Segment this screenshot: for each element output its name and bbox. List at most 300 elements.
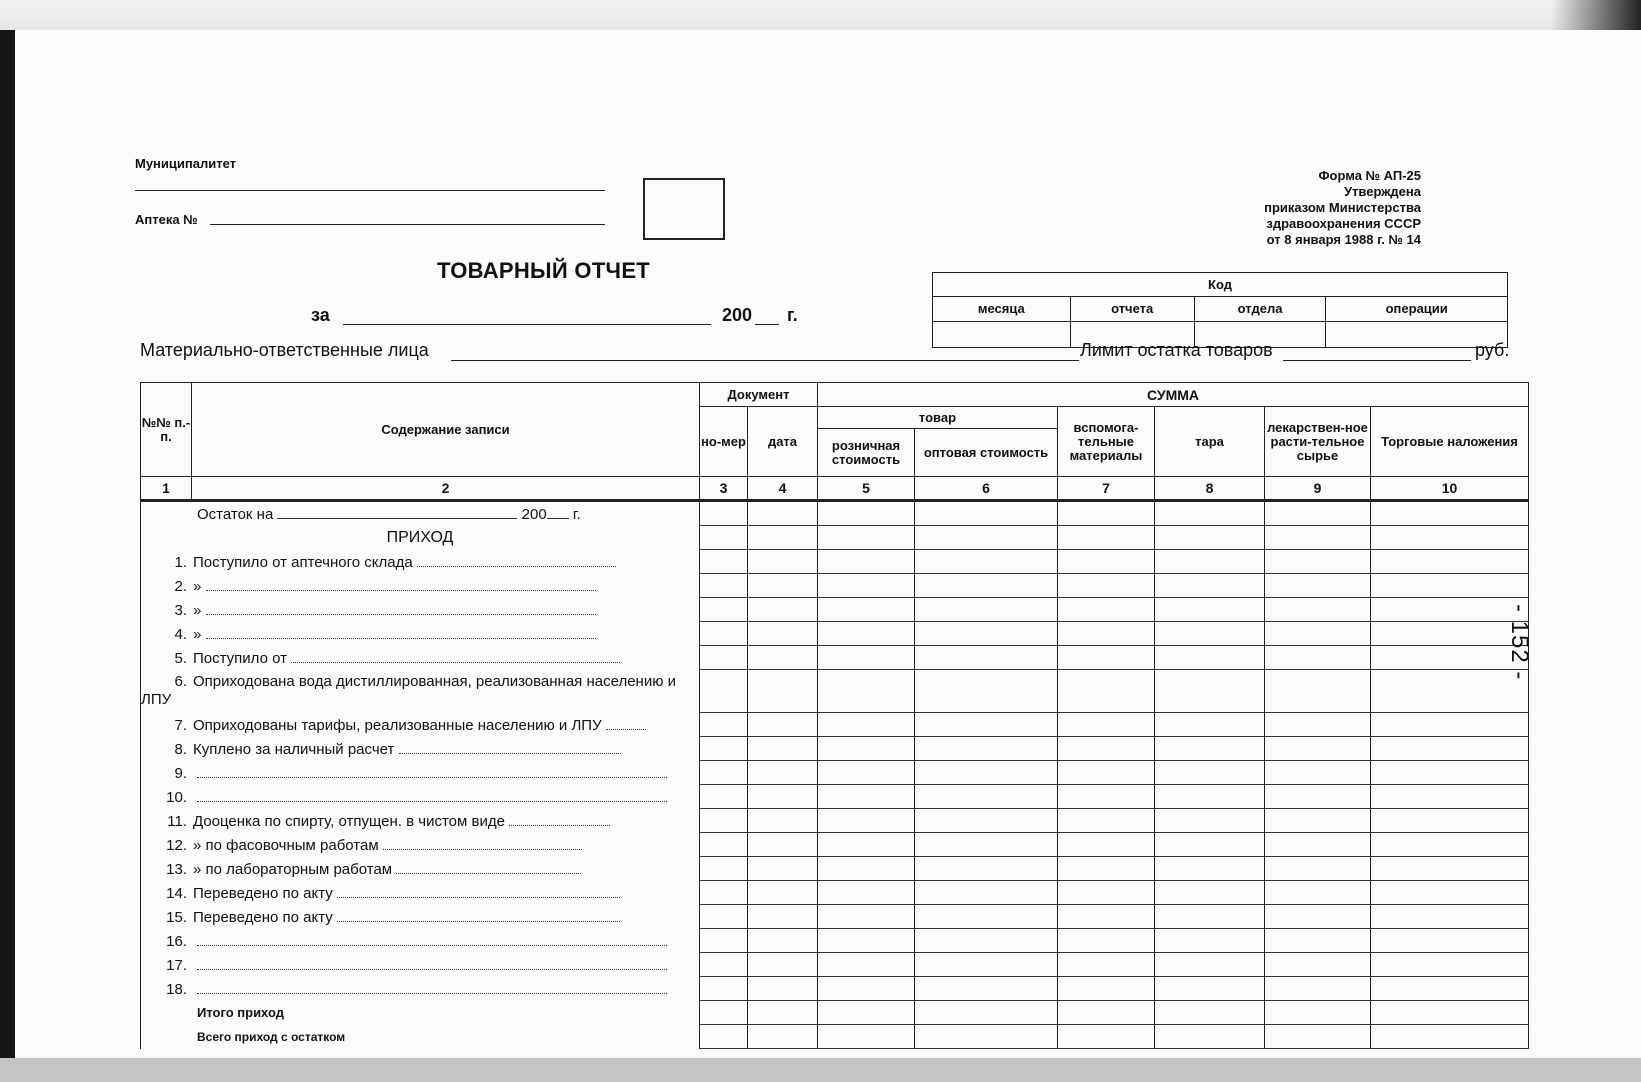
scan-top-margin xyxy=(0,0,1641,30)
dotted-fill-line xyxy=(197,789,667,802)
table-cell xyxy=(1058,761,1155,785)
table-cell xyxy=(700,785,748,809)
table-row xyxy=(141,809,1529,833)
table-cell xyxy=(1265,953,1371,977)
header-sum: СУММА xyxy=(818,383,1529,407)
table-cell xyxy=(700,953,748,977)
table-cell xyxy=(1371,785,1529,809)
table-cell xyxy=(915,953,1058,977)
table-cell xyxy=(1058,905,1155,929)
table-cell xyxy=(1058,713,1155,737)
dotted-fill-line xyxy=(291,650,620,663)
header-herbal: лекарствен-ное расти-тельное сырье xyxy=(1265,407,1371,477)
table-cell xyxy=(818,977,915,1001)
table-cell xyxy=(748,670,818,713)
table-cell xyxy=(915,574,1058,598)
row-text: » xyxy=(193,577,202,595)
table-cell xyxy=(1155,929,1265,953)
table-cell xyxy=(818,598,915,622)
table-cell xyxy=(915,737,1058,761)
row-number: 3. xyxy=(174,601,187,619)
table-cell xyxy=(1155,833,1265,857)
col-num: 2 xyxy=(192,477,700,501)
header-retail: розничная стоимость xyxy=(818,429,915,477)
table-cell xyxy=(1265,550,1371,574)
column-number-row xyxy=(141,477,1529,501)
table-cell xyxy=(748,501,818,526)
table-cell xyxy=(1155,598,1265,622)
table-cell xyxy=(1371,1025,1529,1049)
row-content xyxy=(141,550,700,574)
table-cell xyxy=(1155,526,1265,550)
table-row xyxy=(141,670,1529,713)
table-cell xyxy=(748,953,818,977)
table-cell xyxy=(700,1001,748,1025)
dotted-fill-line xyxy=(206,626,596,639)
table-cell xyxy=(818,1025,915,1049)
pharmacy-label: Аптека № xyxy=(135,212,198,227)
scan-bottom-margin xyxy=(0,1058,1641,1082)
table-cell xyxy=(1155,881,1265,905)
dotted-fill-line xyxy=(197,957,667,970)
table-cell xyxy=(700,501,748,526)
code-cell-month xyxy=(933,321,1071,347)
row-number: 9. xyxy=(174,764,187,782)
balance-label: Остаток на xyxy=(197,505,274,523)
table-cell xyxy=(748,713,818,737)
table-cell xyxy=(700,761,748,785)
table-cell xyxy=(748,905,818,929)
dotted-fill-line xyxy=(396,861,580,874)
table-cell xyxy=(1155,809,1265,833)
table-cell xyxy=(748,646,818,670)
table-cell xyxy=(915,833,1058,857)
table-cell xyxy=(915,646,1058,670)
row-text: Переведено по акту xyxy=(193,884,333,902)
row-content xyxy=(141,977,700,1001)
row-content xyxy=(141,929,700,953)
code-table-title: Код xyxy=(933,273,1508,297)
table-cell xyxy=(1371,905,1529,929)
table-row xyxy=(141,1001,1529,1025)
col-num: 6 xyxy=(915,477,1058,501)
table-cell xyxy=(818,622,915,646)
table-cell xyxy=(700,1025,748,1049)
table-cell xyxy=(1265,526,1371,550)
table-cell xyxy=(700,574,748,598)
approved-line-1: Утверждена xyxy=(1343,184,1421,199)
col-num: 10 xyxy=(1371,477,1529,501)
table-cell xyxy=(700,713,748,737)
table-cell xyxy=(1371,713,1529,737)
table-cell xyxy=(1265,646,1371,670)
table-cell xyxy=(1371,737,1529,761)
row-text: Переведено по акту xyxy=(193,908,333,926)
row-number: 4. xyxy=(174,625,187,643)
header-document: Документ xyxy=(700,383,818,407)
header-tare: тара xyxy=(1155,407,1265,477)
table-row xyxy=(141,953,1529,977)
dotted-fill-line xyxy=(197,981,667,994)
period-prefix: за xyxy=(311,305,330,325)
table-cell xyxy=(700,929,748,953)
dotted-fill-line xyxy=(383,837,583,850)
table-cell xyxy=(1155,737,1265,761)
table-cell xyxy=(1155,501,1265,526)
table-cell xyxy=(1265,977,1371,1001)
balance-year-line xyxy=(547,506,569,519)
table-cell xyxy=(1265,737,1371,761)
row-content xyxy=(141,881,700,905)
table-cell xyxy=(748,833,818,857)
responsible-line xyxy=(451,360,1079,361)
table-cell xyxy=(818,1001,915,1025)
row-text: » по фасовочным работам xyxy=(193,836,379,854)
col-num: 9 xyxy=(1265,477,1371,501)
table-cell xyxy=(1371,526,1529,550)
row-content xyxy=(141,622,700,646)
table-cell xyxy=(1058,598,1155,622)
table-cell xyxy=(700,857,748,881)
table-cell xyxy=(915,809,1058,833)
table-cell xyxy=(1155,857,1265,881)
table-cell xyxy=(915,785,1058,809)
table-cell xyxy=(1265,1001,1371,1025)
table-cell xyxy=(1371,929,1529,953)
row-content xyxy=(141,953,700,977)
responsible-label: Материально-ответственные лица xyxy=(140,340,429,360)
document-title: ТОВАРНЫЙ ОТЧЕТ xyxy=(437,258,651,283)
table-cell xyxy=(915,761,1058,785)
table-cell xyxy=(1371,1001,1529,1025)
table-cell xyxy=(1058,953,1155,977)
table-cell xyxy=(700,598,748,622)
table-row xyxy=(141,833,1529,857)
col-num: 8 xyxy=(1155,477,1265,501)
table-cell xyxy=(1155,1025,1265,1049)
row-number: 12. xyxy=(166,836,187,854)
row-number: 5. xyxy=(174,649,187,667)
table-cell xyxy=(818,526,915,550)
pharmacy-line xyxy=(210,224,605,225)
period-line xyxy=(343,324,711,325)
row-number: 18. xyxy=(166,980,187,998)
dotted-fill-line xyxy=(509,813,610,826)
row-number: 16. xyxy=(166,932,187,950)
table-cell xyxy=(748,1025,818,1049)
table-cell xyxy=(700,622,748,646)
row-content xyxy=(141,526,700,550)
limit-line xyxy=(1283,360,1471,361)
table-cell xyxy=(700,550,748,574)
table-cell xyxy=(915,526,1058,550)
row-text: Оприходована вода дистиллированная, реализованная населению и ЛПУ xyxy=(141,673,676,708)
municipality-line xyxy=(135,190,605,191)
row-number: 13. xyxy=(166,860,187,878)
table-cell xyxy=(915,1025,1058,1049)
table-cell xyxy=(915,550,1058,574)
table-cell xyxy=(748,857,818,881)
form-number: Форма № АП-25 xyxy=(1318,168,1421,183)
table-cell xyxy=(1058,977,1155,1001)
scan-shadow xyxy=(1551,0,1641,30)
row-content xyxy=(141,574,700,598)
table-row xyxy=(141,574,1529,598)
header-goods: товар xyxy=(818,407,1058,429)
table-cell xyxy=(1265,929,1371,953)
row-content xyxy=(141,737,700,761)
table-row xyxy=(141,501,1529,526)
table-cell xyxy=(1265,713,1371,737)
table-cell xyxy=(700,646,748,670)
table-cell xyxy=(1058,929,1155,953)
table-row xyxy=(141,526,1529,550)
header-num: №№ п.-п. xyxy=(141,383,192,477)
header-content: Содержание записи xyxy=(192,383,700,477)
table-cell xyxy=(1058,809,1155,833)
code-col-department: отдела xyxy=(1194,297,1326,321)
table-cell xyxy=(1058,737,1155,761)
table-cell xyxy=(1155,1001,1265,1025)
table-row xyxy=(141,550,1529,574)
table-cell xyxy=(1265,761,1371,785)
col-num: 3 xyxy=(700,477,748,501)
row-number: 8. xyxy=(174,740,187,758)
table-cell xyxy=(1371,809,1529,833)
dotted-fill-line xyxy=(337,909,620,922)
col-num: 7 xyxy=(1058,477,1155,501)
row-text: Дооценка по спирту, отпущен. в чистом виде xyxy=(193,812,505,830)
section-income-title: ПРИХОД xyxy=(386,528,454,546)
table-cell xyxy=(1155,670,1265,713)
row-number: 7. xyxy=(174,716,187,734)
col-num: 5 xyxy=(818,477,915,501)
row-text: » xyxy=(193,601,202,619)
col-num: 1 xyxy=(141,477,192,501)
header-doc-date: дата xyxy=(748,407,818,477)
table-row xyxy=(141,977,1529,1001)
table-cell xyxy=(1058,1001,1155,1025)
table-cell xyxy=(700,526,748,550)
table-cell xyxy=(1265,1025,1371,1049)
table-cell xyxy=(1371,550,1529,574)
table-cell xyxy=(818,833,915,857)
table-cell xyxy=(915,929,1058,953)
table-cell xyxy=(748,1001,818,1025)
table-cell xyxy=(700,881,748,905)
table-cell xyxy=(748,761,818,785)
code-table xyxy=(932,272,1508,348)
table-cell xyxy=(1155,905,1265,929)
table-cell xyxy=(1058,574,1155,598)
approved-line-4: от 8 января 1988 г. № 14 xyxy=(1266,232,1421,247)
municipality-label: Муниципалитет xyxy=(135,156,237,171)
dotted-fill-line xyxy=(206,578,596,591)
row-content xyxy=(141,809,700,833)
table-row xyxy=(141,905,1529,929)
table-cell xyxy=(1058,550,1155,574)
table-body xyxy=(141,501,1529,1049)
row-content xyxy=(141,785,700,809)
table-cell xyxy=(1265,622,1371,646)
table-cell xyxy=(915,501,1058,526)
dotted-fill-line xyxy=(337,885,620,898)
row-text: Поступило от аптечного склада xyxy=(193,553,413,571)
table-cell xyxy=(1265,785,1371,809)
table-row xyxy=(141,622,1529,646)
table-cell xyxy=(1155,761,1265,785)
dotted-fill-line xyxy=(606,717,646,730)
code-col-report: отчета xyxy=(1070,297,1194,321)
table-cell xyxy=(748,550,818,574)
table-cell xyxy=(748,574,818,598)
row-content xyxy=(141,598,700,622)
dotted-fill-line xyxy=(206,602,596,615)
table-row xyxy=(141,929,1529,953)
table-row xyxy=(141,785,1529,809)
table-cell xyxy=(1265,833,1371,857)
table-cell xyxy=(818,646,915,670)
table-cell xyxy=(1371,574,1529,598)
table-cell xyxy=(1058,833,1155,857)
form-approval-note xyxy=(1264,168,1421,248)
table-cell xyxy=(748,598,818,622)
row-content xyxy=(141,905,700,929)
table-row xyxy=(141,881,1529,905)
table-row xyxy=(141,761,1529,785)
period-year-line xyxy=(755,324,779,325)
table-cell xyxy=(818,905,915,929)
period-year-suffix: г. xyxy=(787,305,798,325)
table-cell xyxy=(1058,785,1155,809)
table-cell xyxy=(1371,833,1529,857)
table-cell xyxy=(1371,501,1529,526)
table-cell xyxy=(818,785,915,809)
table-cell xyxy=(915,1001,1058,1025)
table-cell xyxy=(1371,977,1529,1001)
table-cell xyxy=(748,785,818,809)
table-cell xyxy=(1155,550,1265,574)
table-cell xyxy=(1058,622,1155,646)
table-cell xyxy=(915,713,1058,737)
table-row xyxy=(141,646,1529,670)
table-cell xyxy=(915,670,1058,713)
table-cell xyxy=(1058,881,1155,905)
table-cell xyxy=(1265,857,1371,881)
row-number: 11. xyxy=(167,812,187,830)
table-cell xyxy=(915,598,1058,622)
row-number: 10. xyxy=(166,788,187,806)
table-cell xyxy=(818,953,915,977)
approved-line-3: здравоохранения СССР xyxy=(1266,216,1421,231)
row-content xyxy=(141,713,700,737)
row-content xyxy=(141,857,700,881)
table-cell xyxy=(1155,977,1265,1001)
table-cell xyxy=(1155,622,1265,646)
row-content xyxy=(141,761,700,785)
table-row xyxy=(141,713,1529,737)
page-number: - 152 - xyxy=(1506,604,1533,681)
approved-line-2: приказом Министерства xyxy=(1264,200,1421,215)
row-content xyxy=(141,833,700,857)
period-year: 200 xyxy=(722,305,753,325)
table-cell xyxy=(1265,809,1371,833)
table-cell xyxy=(915,622,1058,646)
table-cell xyxy=(1155,713,1265,737)
table-cell xyxy=(915,857,1058,881)
row-text: Оприходованы тарифы, реализованные населению и ЛПУ xyxy=(193,716,602,734)
table-cell xyxy=(818,809,915,833)
table-cell xyxy=(748,977,818,1001)
balance-suffix: г. xyxy=(572,505,581,523)
table-cell xyxy=(1058,857,1155,881)
row-number: 14. xyxy=(166,884,187,902)
total-income: Итого приход xyxy=(197,1004,284,1020)
table-cell xyxy=(748,622,818,646)
table-cell xyxy=(700,809,748,833)
table-cell xyxy=(1265,881,1371,905)
row-content xyxy=(141,501,700,526)
table-cell xyxy=(748,929,818,953)
goods-report-table xyxy=(140,382,1529,1049)
table-cell xyxy=(818,713,915,737)
table-cell xyxy=(1265,574,1371,598)
table-cell xyxy=(700,905,748,929)
table-cell xyxy=(1155,953,1265,977)
table-cell xyxy=(818,574,915,598)
table-cell xyxy=(1155,785,1265,809)
table-cell xyxy=(1265,501,1371,526)
limit-label: Лимит остатка товаров xyxy=(1080,340,1273,360)
col-num: 4 xyxy=(748,477,818,501)
table-cell xyxy=(915,881,1058,905)
row-number: 2. xyxy=(174,577,187,595)
dotted-fill-line xyxy=(197,765,667,778)
row-text: » по лабораторным работам xyxy=(193,860,393,878)
table-cell xyxy=(818,761,915,785)
dotted-fill-line xyxy=(417,554,617,567)
document-page xyxy=(15,30,1641,1060)
header-wholesale: оптовая стоимость xyxy=(915,429,1058,477)
table-cell xyxy=(1058,526,1155,550)
limit-suffix: руб. xyxy=(1475,340,1510,360)
table-cell xyxy=(700,833,748,857)
table-cell xyxy=(700,670,748,713)
scan-left-edge xyxy=(0,30,15,1060)
table-row xyxy=(141,598,1529,622)
table-cell xyxy=(700,737,748,761)
table-cell xyxy=(1155,646,1265,670)
total-with-balance: Всего приход с остатком xyxy=(197,1029,346,1044)
code-col-month: месяца xyxy=(933,297,1071,321)
table-cell xyxy=(748,809,818,833)
row-content xyxy=(141,646,700,670)
row-content xyxy=(141,1001,700,1025)
row-number: 6. xyxy=(174,673,187,690)
table-cell xyxy=(915,977,1058,1001)
table-cell xyxy=(818,881,915,905)
table-cell xyxy=(748,881,818,905)
row-content xyxy=(141,670,700,713)
table-cell xyxy=(1371,857,1529,881)
table-cell xyxy=(1371,761,1529,785)
row-text: » xyxy=(193,625,202,643)
row-number: 1. xyxy=(174,553,187,571)
table-cell xyxy=(818,857,915,881)
dotted-fill-line xyxy=(399,741,621,754)
table-cell xyxy=(1058,670,1155,713)
table-row xyxy=(141,737,1529,761)
